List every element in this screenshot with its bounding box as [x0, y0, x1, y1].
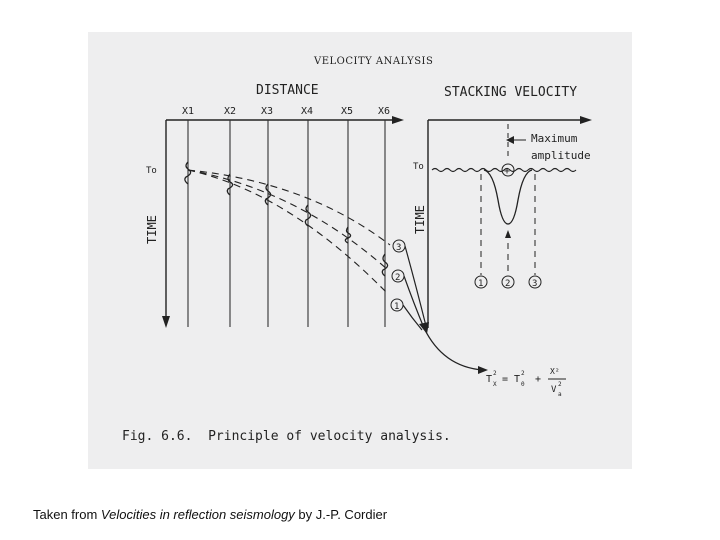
- hyperbola-marker-3-text: 3: [396, 243, 402, 253]
- eq-lhs-sub: X: [493, 381, 497, 388]
- trace-label-x2: X2: [224, 106, 237, 117]
- velocity-marker-3-text: 3: [532, 279, 538, 289]
- trace-label-x3: X3: [261, 106, 274, 117]
- distance-axis-arrowhead: [392, 116, 404, 124]
- eq-denominator: V: [551, 385, 557, 395]
- eq-rhs1-sub: 0: [521, 381, 525, 388]
- figure-title: VELOCITY ANALYSIS: [314, 56, 434, 67]
- hyperbola-2: [188, 170, 388, 270]
- hyperbola-3: [188, 170, 390, 245]
- hyperbola-marker-3: [393, 240, 405, 253]
- eq-plus: +: [535, 374, 542, 385]
- eq-den-sub: a: [558, 391, 562, 398]
- reflection-wavelets: [185, 162, 388, 276]
- velocity-analysis-diagram: [88, 32, 632, 469]
- hyperbola-marker-2-text: 2: [395, 273, 401, 283]
- hyperbola-marker-2: [392, 270, 404, 283]
- left-time-label: TIME: [145, 215, 159, 244]
- time-velocity-curve: [424, 328, 483, 370]
- curve-arrowhead: [478, 366, 488, 374]
- figure-caption: Fig. 6.6. Principle of velocity analysis.: [122, 429, 451, 444]
- right-time-label: TIME: [413, 205, 427, 234]
- trace-label-x4: X4: [301, 106, 314, 117]
- eq-lhs-sup: 2: [493, 370, 497, 377]
- figure-panel: [88, 32, 632, 469]
- eq-rhs1-sup: 2: [521, 370, 525, 377]
- trace-label-x5: X5: [341, 106, 354, 117]
- source-suffix: by J.-P. Cordier: [294, 507, 388, 522]
- left-t0-label: To: [146, 166, 157, 176]
- velocity-marker-3: [529, 276, 541, 289]
- velocity-marker-1: [475, 276, 487, 289]
- velocity-line-2-arrowhead: [505, 230, 511, 238]
- stack-amplitude-dip: [484, 170, 532, 224]
- eq-equals: =: [502, 374, 509, 385]
- convergence-arrows: [403, 246, 426, 330]
- trace-label-x6: X6: [378, 106, 391, 117]
- stacking-velocity-header: STACKING VELOCITY: [444, 85, 578, 100]
- source-prefix: Taken from: [33, 507, 101, 522]
- trace-label-x1: X1: [182, 106, 195, 117]
- seismic-traces: [188, 120, 385, 327]
- velocity-axis-arrowhead: [580, 116, 592, 124]
- right-t0-label: To: [413, 162, 424, 172]
- hyperbola-marker-1: [391, 299, 403, 312]
- source-attribution: [33, 507, 387, 522]
- max-amplitude-pointer-arrowhead: [506, 136, 514, 144]
- eq-den-sup: 2: [558, 381, 562, 388]
- hyperbola-marker-1-text: 1: [394, 302, 400, 312]
- velocity-marker-1-text: 1: [478, 279, 484, 289]
- left-time-axis-arrowhead: [162, 316, 170, 328]
- nmo-equation: [486, 367, 566, 398]
- eq-lhs: T: [486, 374, 493, 385]
- source-book-title: Velocities in reflection seismology: [100, 507, 295, 522]
- max-amplitude-plus: +: [504, 166, 511, 177]
- max-amplitude-label-2: amplitude: [531, 149, 591, 162]
- moveout-hyperbolae: [188, 170, 390, 294]
- velocity-marker-2-text: 2: [505, 279, 511, 289]
- eq-numerator: X²: [550, 367, 560, 376]
- hyperbola-1: [188, 170, 388, 294]
- eq-rhs1: T: [514, 374, 521, 385]
- velocity-marker-2: [502, 276, 514, 289]
- distance-header: DISTANCE: [256, 83, 319, 98]
- max-amplitude-label-1: Maximum: [531, 132, 578, 145]
